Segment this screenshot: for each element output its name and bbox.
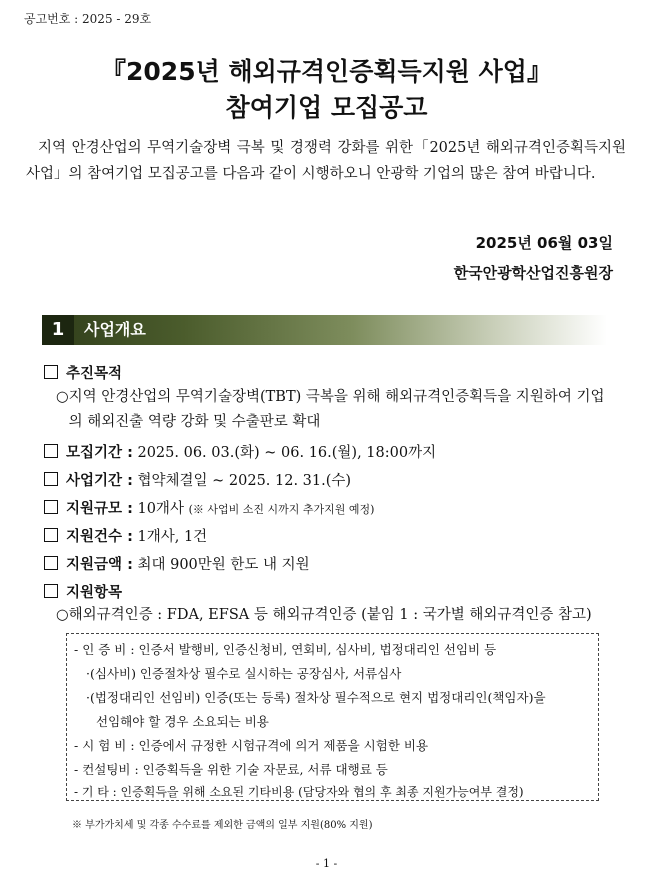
checkbox-square-icon <box>44 472 58 486</box>
purpose-text: 지역 안경산업의 무역기술장벽(TBT) 극복을 위해 해외규격인증획득을 지원하여 기업의 해외진출 역량 강화 및 수출판로 확대 <box>68 389 605 430</box>
detail-line: ·(법정대리인 선임비) 인증(또는 등록) 절차상 필수적으로 현지 법정대리인(책임자)을 <box>86 690 546 705</box>
checkbox-square-icon <box>44 500 58 514</box>
section-number: 1 <box>42 315 74 345</box>
support-count-row <box>44 525 207 546</box>
checkbox-square-icon <box>44 444 58 458</box>
detail-line: - 시 험 비 : 인증에서 규정한 시험규격에 의거 제품을 시험한 비용 <box>74 738 429 753</box>
support-amount-row <box>44 553 310 574</box>
project-period-label: 사업기간 : <box>66 473 133 489</box>
organization-name: 한국안광학산업진흥원장 <box>453 264 613 282</box>
project-period-row <box>44 469 351 490</box>
support-items-heading <box>44 581 122 602</box>
circle-bullet-icon: ○ <box>56 389 69 405</box>
support-items-label: 지원항목 <box>66 585 123 601</box>
support-scale-value: 10개사 <box>137 501 184 517</box>
detail-line: 선임해야 할 경우 소요되는 비용 <box>96 714 269 729</box>
purpose-label: 추진목적 <box>66 366 123 382</box>
recruit-period-row <box>44 441 436 462</box>
detail-line: - 기 타 : 인증획득을 위해 소요된 기타비용 (담당자와 협의 후 최종 지원가능여부 결정) <box>74 785 524 799</box>
support-scale-label: 지원규모 : <box>66 501 133 517</box>
announcement-date: 2025년 06월 03일 <box>475 234 613 252</box>
circle-bullet-icon: ○ <box>56 607 69 623</box>
support-count-label: 지원건수 : <box>66 529 133 545</box>
title-line-1: 『2025년 해외규격인증획득지원 사업』 <box>101 57 552 86</box>
support-items-bullet <box>56 603 616 628</box>
page-number: - 1 - <box>315 857 338 870</box>
support-scale-row <box>44 497 374 518</box>
detail-line: - 인 증 비 : 인증서 발행비, 인증신청비, 연회비, 심사비, 법정대리인 선임비 등 <box>74 642 497 657</box>
project-period-value: 협약체결일 ~ 2025. 12. 31.(수) <box>137 473 352 489</box>
footnote: ※ 부가가치세 및 각종 수수료를 제외한 금액의 일부 지원(80% 지원) <box>72 820 373 831</box>
support-items-text: 해외규격인증 : FDA, EFSA 등 해외규격인증 (붙임 1 : 국가별 해외규격인증 참고) <box>68 607 592 623</box>
purpose-heading <box>44 362 122 383</box>
detail-line: ·(심사비) 인증절차상 필수로 실시하는 공장심사, 서류심사 <box>86 666 402 681</box>
purpose-bullet <box>56 385 616 435</box>
intro-paragraph: 지역 안경산업의 무역기술장벽 극복 및 경쟁력 강화를 위한「2025년 해외규격인증획득지원 사업」의 참여기업 모집공고를 다음과 같이 시행하오니 안광학 기업의 많은 참여 바랍니다. <box>26 140 626 182</box>
support-count-value: 1개사, 1건 <box>137 529 208 545</box>
support-amount-label: 지원금액 : <box>66 557 133 573</box>
support-scale-note: (※ 사업비 소진 시까지 추가지원 예정) <box>188 503 375 516</box>
checkbox-square-icon <box>44 528 58 542</box>
title-line-2: 참여기업 모집공고 <box>225 93 428 122</box>
section-title: 사업개요 <box>84 320 146 339</box>
checkbox-square-icon <box>44 556 58 570</box>
notice-number: 공고번호 : 2025 - 29호 <box>24 12 152 26</box>
checkbox-square-icon <box>44 584 58 598</box>
recruit-period-value: 2025. 06. 03.(화) ~ 06. 16.(월), 18:00까지 <box>137 445 437 461</box>
support-amount-value: 최대 900만원 한도 내 지원 <box>137 557 310 573</box>
detail-line: - 컨설팅비 : 인증획득을 위한 기술 자문료, 서류 대행료 등 <box>74 762 388 777</box>
recruit-period-label: 모집기간 : <box>66 445 133 461</box>
checkbox-square-icon <box>44 365 58 379</box>
